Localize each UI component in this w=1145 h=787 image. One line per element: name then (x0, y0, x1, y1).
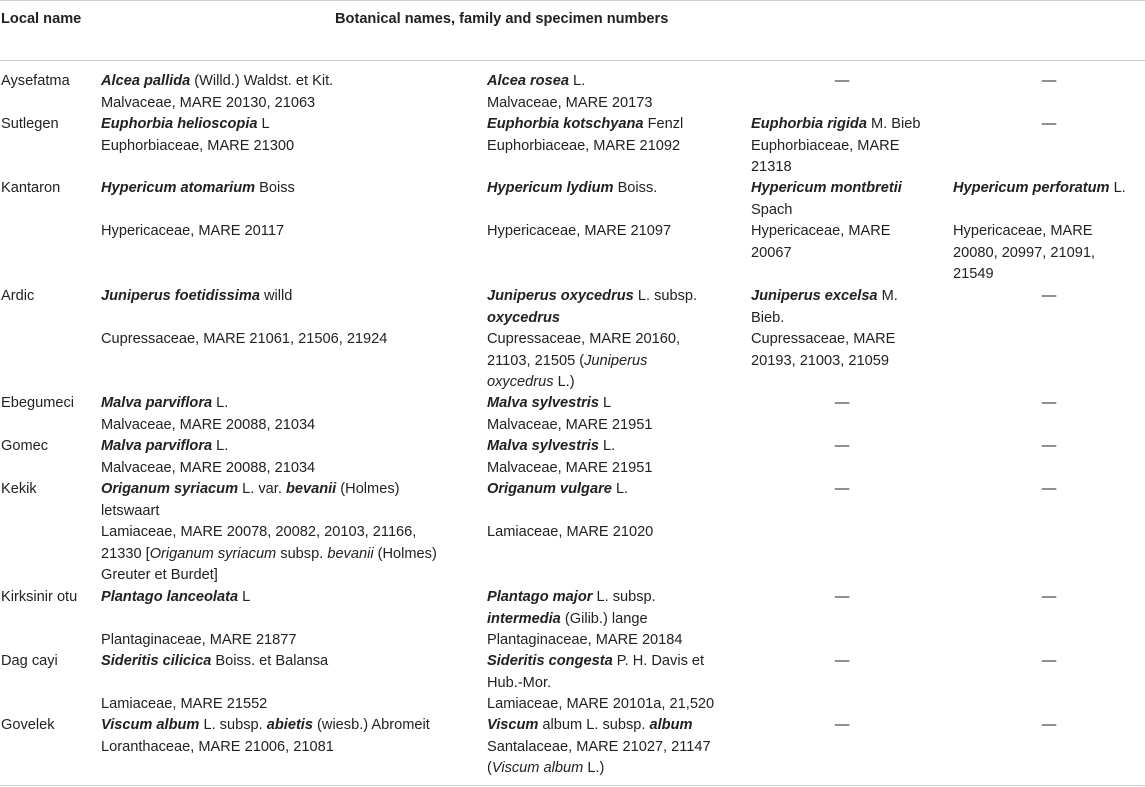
local-name-cell: Dag cayi (1, 653, 58, 669)
cell-line (487, 221, 671, 243)
botanical-cell (487, 178, 671, 243)
cell-line (487, 114, 683, 136)
cell-text: Hypericaceae, MARE 21097 (487, 223, 672, 239)
top-rule (0, 0, 1145, 1)
cell-text: Euphorbiaceae, MARE (751, 137, 900, 154)
cell-line (751, 308, 898, 330)
cell-text: 20193, 21003, 21059 (751, 352, 889, 369)
cell-line (487, 178, 671, 200)
cell-text: (wiesb.) Abromeit (312, 717, 430, 733)
cell-line (101, 200, 295, 222)
cell-text: L (257, 116, 270, 132)
cell-line (487, 737, 711, 759)
cell-text: M. (877, 288, 898, 304)
cell-text: Bieb. (751, 309, 785, 326)
empty-dash-cell: — (1041, 717, 1057, 733)
header-rule (0, 60, 1145, 61)
cell-line (487, 694, 714, 716)
cell-line (953, 221, 1126, 243)
species-name: oxycedrus (487, 309, 561, 326)
cell-text: L. var. (238, 481, 286, 497)
empty-dash-cell: — (1041, 653, 1057, 669)
cell-line (751, 221, 902, 243)
cell-text: Boiss. et Balansa (211, 653, 329, 669)
empty-dash-cell: — (1041, 438, 1057, 454)
species-name: Juniperus oxycedrus (487, 288, 634, 304)
cell-text: Cupressaceae, MARE 21061, 21506, 21924 (101, 331, 388, 347)
cell-text: L. subsp. (592, 589, 656, 605)
species-name: Viscum album (101, 717, 200, 733)
cell-text: Plantaginaceae, MARE 20184 (487, 632, 683, 648)
species-name: Euphorbia helioscopia (101, 116, 258, 132)
species-name: bevanii (285, 481, 337, 497)
cell-text: Hub.-Mor. (487, 674, 552, 691)
species-name: Hypericum montbretii (751, 180, 902, 196)
cell-line (101, 694, 328, 716)
cell-line (487, 93, 652, 115)
cell-text: L. (212, 438, 229, 454)
cell-text: Euphorbiaceae, MARE 21300 (101, 137, 295, 154)
species-name: Sideritis congesta (487, 653, 613, 669)
cell-line (101, 673, 328, 695)
botanical-cell (101, 393, 315, 436)
cell-text: 21103, 21505 ( (487, 352, 585, 369)
cell-text: L. subsp. (199, 717, 267, 733)
cell-text: album L. subsp. (538, 717, 650, 733)
empty-dash-cell: — (834, 589, 850, 605)
cell-text: P. H. Davis et (612, 653, 705, 669)
cell-text: Cupressaceae, MARE (751, 331, 896, 347)
cell-line (487, 436, 652, 458)
cell-line (101, 630, 297, 652)
species-name: Hypericum lydium (487, 180, 614, 196)
cell-text: L. (1109, 180, 1126, 196)
header-local-name: Local name (1, 11, 82, 27)
species-name: Euphorbia rigida (751, 116, 867, 132)
botanical-cell (101, 587, 297, 652)
species-name: Origanum syriacum (101, 481, 239, 497)
empty-dash-cell: — (834, 481, 850, 497)
empty-dash-cell: — (834, 717, 850, 733)
cell-text: letswaart (101, 502, 160, 519)
local-name-cell: Kekik (1, 481, 37, 497)
cell-text: 20067 (751, 244, 792, 261)
cell-line (101, 71, 333, 93)
cell-line (487, 458, 652, 480)
botanical-cell (487, 436, 652, 479)
botanical-cell (487, 479, 653, 544)
cell-line (487, 351, 697, 373)
cell-text: Lamiaceae, MARE 20078, 20082, 20103, 21166, (101, 524, 417, 540)
cell-text: Fenzl (643, 116, 684, 132)
cell-text: Boiss (255, 180, 295, 196)
species-name: Sideritis cilicica (101, 653, 212, 669)
local-name-cell: Ardic (1, 288, 35, 304)
botanical-cell (101, 71, 333, 114)
cell-text: M. Bieb (866, 116, 921, 132)
species-name: intermedia (487, 610, 561, 627)
cell-line (487, 587, 683, 609)
botanical-cell (487, 715, 711, 780)
cell-line (751, 329, 898, 351)
cell-line (953, 264, 1126, 286)
italic-name: Origanum syriacum (149, 545, 277, 562)
species-name: album (649, 717, 693, 733)
cell-line (101, 286, 387, 308)
cell-line (101, 436, 315, 458)
species-name: Hypericum perforatum (953, 180, 1110, 196)
cell-line (487, 758, 711, 780)
cell-text: Hypericaceae, MARE 20117 (101, 223, 285, 239)
cell-line (751, 351, 898, 373)
cell-text: Malvaceae, MARE 21951 (487, 459, 653, 476)
botanical-cell (751, 114, 920, 179)
botanical-cell (487, 114, 683, 157)
empty-dash-cell: — (834, 73, 850, 89)
cell-line (751, 114, 920, 136)
cell-line (487, 329, 697, 351)
cell-line (751, 200, 902, 222)
cell-line (751, 243, 902, 265)
cell-line (487, 630, 683, 652)
cell-line (487, 200, 671, 222)
bottom-rule (0, 785, 1145, 786)
cell-line (487, 715, 711, 737)
cell-line (953, 243, 1126, 265)
cell-line (101, 565, 437, 587)
cell-text: Boiss. (613, 180, 658, 196)
cell-text: Spach (751, 201, 793, 218)
cell-text: L (598, 395, 612, 411)
cell-text: L. (598, 438, 616, 454)
species-name: Malva sylvestris (487, 395, 599, 411)
cell-text: Malvaceae, MARE 20088, 21034 (101, 459, 316, 476)
botanical-cell (487, 286, 697, 394)
cell-text: 20080, 20997, 21091, (953, 244, 1096, 261)
species-name: Hypericum atomarium (101, 180, 256, 196)
cell-text: L. (611, 481, 629, 497)
cell-text: (Willd.) Waldst. et Kit. (190, 73, 334, 89)
cell-text: L. subsp. (633, 288, 698, 304)
species-name: Malva sylvestris (487, 438, 599, 454)
botanical-cell (101, 436, 315, 479)
botanical-cell (101, 651, 328, 716)
cell-line (101, 544, 437, 566)
local-name-cell: Ebegumeci (1, 395, 75, 411)
species-name: Juniperus excelsa (751, 288, 878, 304)
cell-line (101, 587, 297, 609)
cell-text: ( (487, 760, 492, 776)
italic-name: Juniperus (584, 352, 648, 369)
cell-text: Malvaceae, MARE 20173 (487, 94, 653, 111)
species-name: abietis (266, 717, 313, 733)
header-botanical: Botanical names, family and specimen numbers (335, 11, 669, 27)
cell-text: (Holmes) (373, 545, 437, 562)
cell-text: Greuter et Burdet] (101, 567, 218, 583)
cell-text: L.) (583, 760, 605, 776)
cell-line (101, 329, 387, 351)
cell-line (101, 221, 295, 243)
empty-dash-cell: — (1041, 288, 1057, 304)
empty-dash-cell: — (1041, 73, 1057, 89)
cell-line (101, 458, 315, 480)
empty-dash-cell: — (1041, 395, 1057, 411)
species-name: Malva parviflora (101, 438, 213, 454)
local-name-cell: Kantaron (1, 180, 61, 196)
empty-dash-cell: — (834, 395, 850, 411)
cell-text: L.) (553, 374, 575, 390)
botanical-cell (751, 286, 898, 372)
empty-dash-cell: — (1041, 481, 1057, 497)
botanical-cell (487, 587, 683, 652)
cell-line (487, 286, 697, 308)
botanical-cell (487, 651, 714, 716)
botanical-cell (101, 479, 437, 587)
cell-text: 21549 (953, 266, 994, 282)
cell-text: Malvaceae, MARE 20130, 21063 (101, 94, 316, 111)
cell-line (101, 651, 328, 673)
cell-line (487, 71, 652, 93)
local-name-cell: Kirksinir otu (1, 589, 78, 605)
cell-text: 21318 (751, 159, 792, 175)
cell-line (487, 372, 697, 394)
cell-text: (Gilib.) lange (560, 610, 648, 627)
species-name: Plantago major (487, 589, 593, 605)
cell-line (101, 522, 437, 544)
empty-dash-cell: — (834, 438, 850, 454)
cell-text: willd (259, 288, 293, 304)
empty-dash-cell: — (1041, 589, 1057, 605)
cell-line (751, 178, 902, 200)
cell-line (751, 136, 920, 158)
cell-line (953, 178, 1126, 200)
botanical-cell (953, 178, 1126, 286)
cell-line (101, 715, 430, 737)
cell-text: Lamiaceae, MARE 21020 (487, 524, 654, 540)
cell-line (101, 415, 315, 437)
botanical-cell (487, 393, 652, 436)
cell-line (487, 501, 653, 523)
species-name: Plantago lanceolata (101, 589, 239, 605)
cell-text: Lamiaceae, MARE 21552 (101, 696, 268, 712)
cell-line (101, 308, 387, 330)
cell-line (487, 393, 652, 415)
cell-line (487, 308, 697, 330)
cell-line (101, 114, 294, 136)
cell-line (487, 136, 683, 158)
cell-line (101, 136, 294, 158)
cell-line (101, 93, 333, 115)
cell-line (101, 479, 437, 501)
cell-line (487, 651, 714, 673)
species-name: Origanum vulgare (487, 481, 612, 497)
local-name-cell: Govelek (1, 717, 55, 733)
italic-name: Viscum album (491, 760, 584, 776)
cell-line (101, 501, 437, 523)
local-name-cell: Gomec (1, 438, 49, 454)
cell-line (487, 609, 683, 631)
italic-name: oxycedrus (487, 374, 554, 390)
botanical-cell (101, 178, 295, 243)
cell-line (101, 609, 297, 631)
cell-text: (Holmes) (336, 481, 400, 497)
cell-text: Hypericaceae, MARE (953, 223, 1093, 239)
cell-line (101, 178, 295, 200)
local-name-cell: Sutlegen (1, 116, 59, 132)
cell-line (751, 286, 898, 308)
botanical-cell (101, 715, 430, 758)
cell-text: Santalaceae, MARE 21027, 21147 (487, 738, 711, 755)
botanical-cell (751, 178, 902, 264)
cell-line (487, 522, 653, 544)
cell-text: Cupressaceae, MARE 20160, (487, 331, 681, 347)
cell-line (751, 157, 920, 179)
cell-line (101, 737, 430, 759)
cell-text: Loranthaceae, MARE 21006, 21081 (101, 738, 334, 755)
local-name-cell: Aysefatma (1, 73, 70, 89)
cell-text: Lamiaceae, MARE 20101a, 21,520 (487, 696, 715, 712)
botanical-cell (487, 71, 652, 114)
botanical-cell (101, 114, 294, 157)
cell-text: 21330 [ (101, 545, 150, 562)
botanical-cell (101, 286, 387, 351)
italic-name: bevanii (327, 545, 374, 562)
cell-line (487, 415, 652, 437)
species-name: Viscum (487, 717, 539, 733)
empty-dash-cell: — (1041, 116, 1057, 132)
cell-text: Plantaginaceae, MARE 21877 (101, 632, 297, 648)
cell-text: Hypericaceae, MARE (751, 223, 891, 239)
cell-line (953, 200, 1126, 222)
cell-line (487, 479, 653, 501)
species-name: Alcea pallida (101, 73, 191, 89)
cell-text: subsp. (276, 545, 328, 562)
species-name: Alcea rosea (487, 73, 569, 89)
cell-text: L. (212, 395, 229, 411)
cell-text: Malvaceae, MARE 21951 (487, 416, 653, 433)
cell-text: Malvaceae, MARE 20088, 21034 (101, 416, 316, 433)
cell-text: L (238, 589, 251, 605)
cell-text: Euphorbiaceae, MARE 21092 (487, 137, 681, 154)
empty-dash-cell: — (834, 653, 850, 669)
species-name: Juniperus foetidissima (101, 288, 260, 304)
cell-line (487, 673, 714, 695)
species-name: Euphorbia kotschyana (487, 116, 644, 132)
species-name: Malva parviflora (101, 395, 213, 411)
cell-text: L. (568, 73, 586, 89)
cell-line (101, 393, 315, 415)
